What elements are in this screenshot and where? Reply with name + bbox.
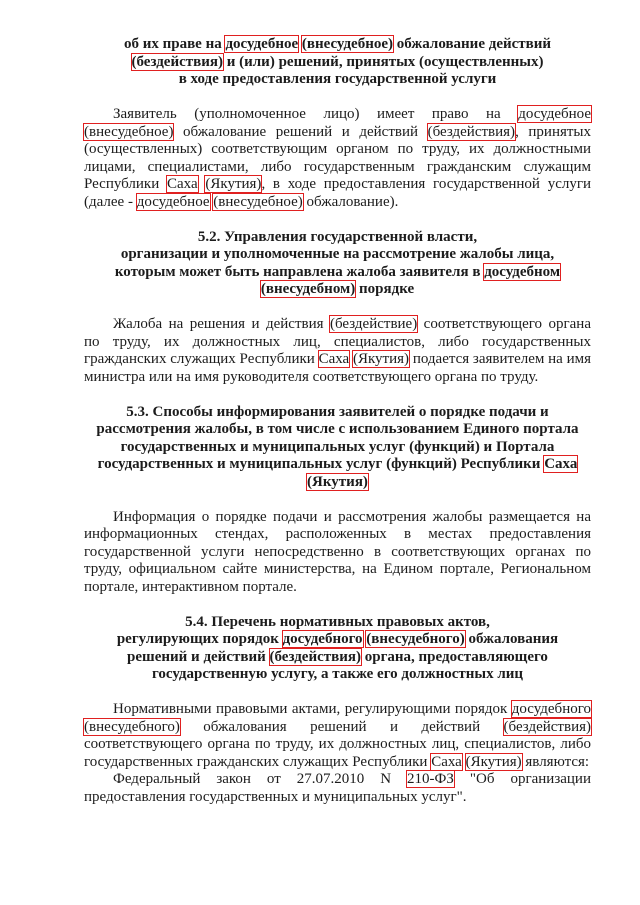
- highlighted-term: досудебное: [136, 193, 210, 210]
- text-run: обжалования: [464, 631, 559, 647]
- text-run: соответствующего органа по труду, их должностных лиц, специалистов, либо государственных гражданских служащих Республики: [84, 316, 591, 367]
- heading-line: [84, 264, 591, 282]
- highlighted-term: досудебное: [225, 36, 299, 52]
- text-run: и (или) решений, принятых (осуществленных): [222, 53, 544, 70]
- heading-line: [84, 36, 591, 54]
- text-run: государственную услугу, а также его должностных лиц: [151, 666, 524, 682]
- text-run: 5.3. Способы информирования заявителей о порядке подачи и: [126, 403, 549, 420]
- text-run: обжалование решений и действий: [173, 123, 428, 140]
- highlighted-term: (бездействие): [329, 316, 418, 332]
- text-run: государственных и муниципальных услуг (функций) и Портала: [120, 438, 555, 455]
- text-run: обжалование действий: [393, 36, 552, 52]
- highlighted-term: (Якутия): [465, 753, 522, 770]
- highlighted-term: Саха: [431, 753, 462, 770]
- highlighted-term: досудебного: [511, 701, 591, 717]
- text-run: органа, предоставляющего: [360, 648, 548, 665]
- paragraph-federal-law: [84, 771, 591, 806]
- highlighted-term: (внесудебное): [84, 123, 174, 140]
- highlighted-term: (бездействия): [131, 53, 223, 70]
- text-run: "Об организации предоставления государственных и муниципальных услуг".: [84, 771, 591, 805]
- text-run: решений и действий: [127, 648, 270, 665]
- heading-line: [84, 631, 591, 649]
- text-run: обжалование).: [302, 193, 399, 210]
- highlighted-term: (внесудебного): [84, 718, 180, 735]
- heading-line: [84, 456, 591, 474]
- text-run: , в ходе предоставления государственной услуги (далее -: [84, 176, 592, 210]
- highlighted-term: досудебного: [282, 631, 363, 647]
- text-run: которым может быть направлена жалоба заявителя в: [114, 263, 485, 280]
- heading-line: [84, 666, 591, 684]
- paragraph-information-placement: [84, 509, 591, 597]
- text-run: 5.2. Управления государственной власти,: [197, 228, 478, 245]
- paragraph-complaint-filing: [84, 316, 591, 386]
- highlighted-term: (внесудебном): [260, 281, 356, 297]
- text-run: соответствующего органа по труду, их должностных лиц, специалистов, либо государственных гражданских служащих Республики: [84, 736, 591, 770]
- text-run: подается заявителем на имя министра или на имя руководителя соответствующего органа по труду.: [84, 351, 592, 385]
- text-run: , принятых (осуществленных) соответствующим органом по труду, их должностными лицами, специалистами, либо государственным гражданским служащим Республики: [84, 123, 591, 192]
- highlighted-term: Саха: [544, 456, 578, 472]
- highlighted-term: (Якутия): [205, 176, 262, 192]
- highlighted-term: 210-ФЗ: [407, 771, 454, 787]
- highlighted-term: (бездействия): [503, 718, 591, 735]
- highlighted-term: досудебном: [484, 263, 561, 280]
- heading-line: [84, 246, 591, 264]
- text-run: государственных и муниципальных услуг (функций) Республики: [97, 456, 545, 472]
- text-run: являются:: [521, 753, 590, 770]
- highlighted-term: (Якутия): [307, 473, 368, 490]
- highlighted-term: Саха: [167, 176, 198, 192]
- highlighted-term: досудебное: [518, 106, 591, 122]
- text-run: Информация о порядке подачи и рассмотрения жалобы размещается на информационных стендах, расположенных в местах предоставления государственной услуги непосредственно в соответствующих органах по труду, официальном сайте министерства, на Едином портале, Региональном портале, интерактивном портале.: [84, 508, 591, 595]
- heading-line: [84, 229, 591, 247]
- title-heading: [84, 36, 591, 89]
- heading-line: [84, 281, 591, 299]
- text-run: Нормативными правовыми актами, регулирующими порядок: [113, 701, 512, 717]
- highlighted-term: (Якутия): [352, 351, 410, 367]
- heading-line: [84, 614, 591, 632]
- heading-line: [84, 404, 591, 422]
- text-run: об их праве на: [123, 36, 226, 52]
- highlighted-term: (бездействия): [427, 123, 516, 140]
- highlighted-term: (внесудебное): [213, 193, 303, 210]
- text-run: регулирующих порядок: [116, 631, 283, 647]
- heading-line: [84, 474, 591, 492]
- heading-line: [84, 439, 591, 457]
- heading-5-3: [84, 404, 591, 492]
- text-run: порядке: [355, 281, 415, 297]
- heading-line: [84, 421, 591, 439]
- text-run: в ходе предоставления государственной услуги: [178, 71, 497, 87]
- heading-line: [84, 54, 591, 72]
- text-run: Федеральный закон от 27.07.2010 N: [113, 771, 408, 787]
- highlighted-term: (внесудебного): [366, 631, 465, 647]
- text-run: Жалоба на решения и действия: [113, 316, 330, 332]
- heading-5-4: [84, 614, 591, 684]
- highlighted-term: (бездействия): [269, 648, 361, 665]
- text-run: организации и уполномоченные на рассмотрение жалобы лица,: [120, 246, 555, 262]
- text-run: обжалования решений и действий: [179, 718, 504, 735]
- heading-line: [84, 649, 591, 667]
- highlighted-term: (внесудебное): [301, 36, 394, 52]
- paragraph-applicant-right: [84, 106, 591, 211]
- text-run: рассмотрения жалобы, в том числе с использованием Единого портала: [96, 421, 579, 437]
- text-run: Заявитель (уполномоченное лицо) имеет право на: [113, 106, 519, 122]
- heading-line: [84, 71, 591, 89]
- paragraph-normative-acts: [84, 701, 591, 771]
- heading-5-2: [84, 229, 591, 299]
- highlighted-term: Саха: [318, 351, 350, 367]
- text-run: 5.4. Перечень нормативных правовых актов,: [185, 613, 490, 630]
